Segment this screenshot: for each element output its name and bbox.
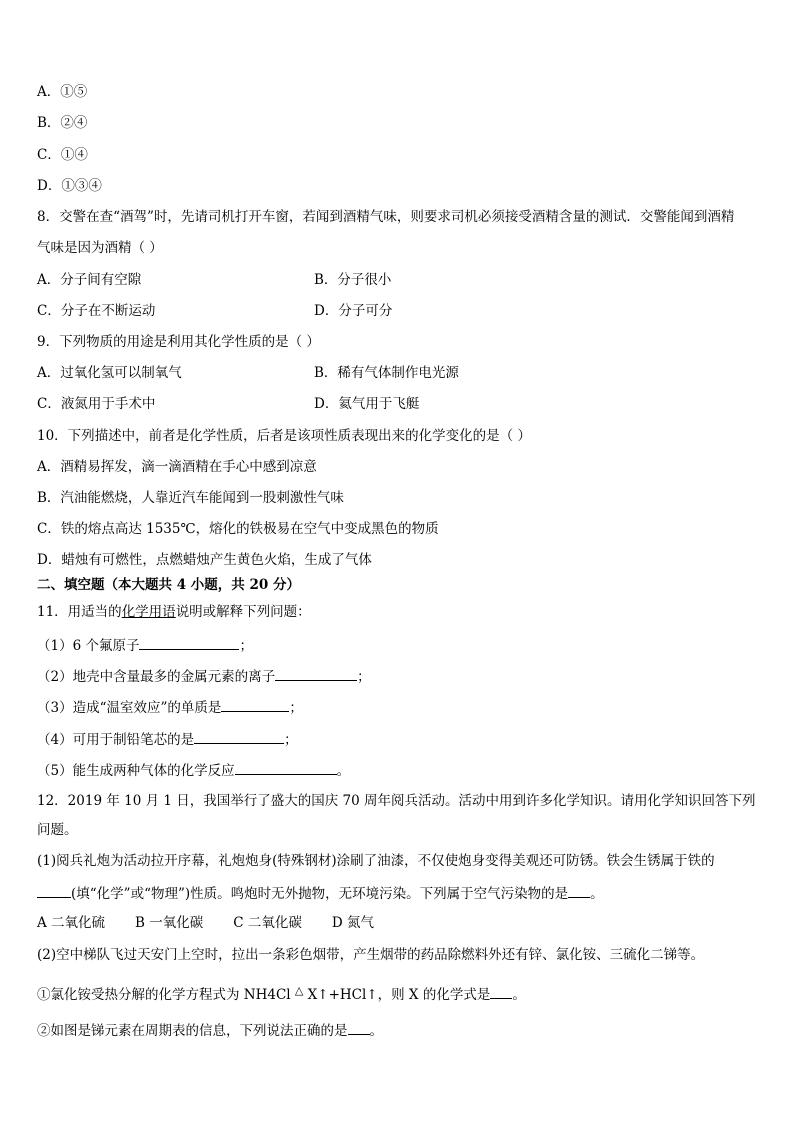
answer-blank [139, 635, 239, 650]
q12-part2-sub1: ①氯化铵受热分解的化学方程式为 NH4Cl △ X↑+HCl↑，则 X 的化学式是 。 [37, 984, 526, 1003]
q8-option-d: D．分子可分 [314, 303, 393, 319]
q11-stem: 11．用适当的化学用语说明或解释下列问题： [37, 604, 311, 620]
q8-option-b: B．分子很小 [314, 272, 392, 288]
answer-blank [348, 1020, 370, 1035]
q11-item-3: （3）造成“温室效应”的单质是 ； [37, 697, 303, 717]
q8-option-a: A．分子间有空隙 [37, 272, 142, 288]
q11-item-5: （5）能生成两种气体的化学反应 。 [37, 760, 350, 780]
q8-option-c: C．分子在不断运动 [37, 303, 156, 319]
q8-stem-line1: 8．交警在查“酒驾”时，先请司机打开车窗，若闻到酒精气味，则要求司机必须接受酒精含量的测试．交警能闻到酒精 [37, 209, 735, 225]
answer-blank [221, 697, 289, 712]
heat-triangle-icon: △ [294, 984, 304, 997]
q10-option-c: C．铁的熔点高达 1535℃，熔化的铁极易在空气中变成黑色的物质 [37, 521, 439, 537]
q10-stem: 10．下列描述中，前者是化学性质，后者是该项性质表现出来的化学变化的是（ ） [37, 428, 531, 444]
answer-blank [568, 883, 590, 898]
prev-option-d: D．①③④ [37, 178, 102, 194]
q12-part1-options: A 二氧化硫 B 一氧化碳 C 二氧化碳 D 氮气 [37, 915, 375, 931]
q11-item-2: （2）地壳中含量最多的金属元素的离子 ； [37, 666, 371, 686]
answer-blank [235, 760, 337, 775]
q10-option-b: B．汽油能燃烧，人靠近汽车能闻到一股刺激性气味 [37, 490, 344, 506]
q11-item-1: （1）6 个氟原子 ； [37, 635, 253, 655]
q9-option-c: C．液氮用于手术中 [37, 396, 156, 412]
answer-blank [194, 729, 284, 744]
q12-part1-line1: (1)阅兵礼炮为活动拉开序幕，礼炮炮身(特殊钢材)涂刷了油漆，不仅使炮身变得美观还可防锈。铁会生锈属于铁的 [37, 853, 715, 869]
prev-option-a: A．①⑤ [37, 84, 88, 100]
answer-blank [275, 666, 357, 681]
answer-blank [490, 984, 512, 999]
q12-part1-line2: (填“化学”或“物理”)性质。鸣炮时无外抛物，无环境污染。下列属于空气污染物的是 。 [37, 883, 604, 903]
q9-option-d: D．氦气用于飞艇 [314, 396, 420, 412]
q9-stem: 9．下列物质的用途是利用其化学性质的是（ ） [37, 334, 320, 350]
q9-option-b: B．稀有气体制作电光源 [314, 365, 459, 381]
q10-option-a: A．酒精易挥发，滴一滴酒精在手心中感到凉意 [37, 459, 317, 475]
q11-item-4: （4）可用于制铅笔芯的是 ； [37, 729, 298, 749]
q12-stem-line2: 问题。 [37, 822, 78, 838]
section-heading: 二、填空题（本大题共 4 小题，共 20 分） [37, 577, 300, 593]
answer-blank [37, 883, 71, 898]
q9-option-a: A．过氧化氢可以制氧气 [37, 365, 182, 381]
prev-option-b: B．②④ [37, 115, 88, 131]
q11-underlined-term: 化学用语 [121, 604, 176, 620]
q10-option-d: D．蜡烛有可燃性，点燃蜡烛产生黄色火焰，生成了气体 [37, 552, 372, 568]
q12-stem-line1: 12．2019 年 10 月 1 日，我国举行了盛大的国庆 70 周年阅兵活动。活动中用到许多化学知识。请用化学知识回答下列 [37, 793, 756, 809]
q12-part2-sub2: ②如图是锑元素在周期表的信息，下列说法正确的是 。 [37, 1020, 383, 1040]
prev-option-c: C．①④ [37, 147, 88, 163]
q8-stem-line2: 气味是因为酒精（ ） [37, 240, 163, 256]
q12-part2-stem: (2)空中梯队飞过天安门上空时，拉出一条彩色烟带，产生烟带的药品除燃料外还有锌、氯化铵、三硫化二锑等。 [37, 947, 705, 963]
